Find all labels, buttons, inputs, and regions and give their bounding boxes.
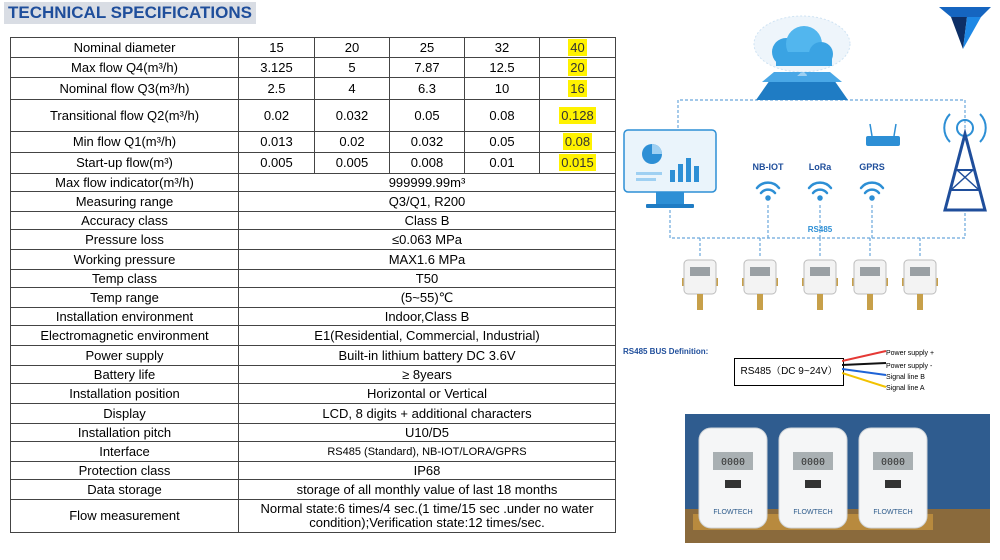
spec-row xyxy=(11,442,616,462)
spec-label: Power supply xyxy=(11,346,239,366)
spec-value: 12.5 xyxy=(465,58,540,78)
spec-value: 7.87 xyxy=(390,58,465,78)
spec-value: 6.3 xyxy=(390,78,465,100)
spec-value: 0.02 xyxy=(315,132,390,153)
highlighted-value: 0.08 xyxy=(564,134,591,149)
meter-reading: 0000 xyxy=(720,457,746,468)
spec-value: MAX1.6 MPa xyxy=(239,250,616,270)
spec-label: Battery life xyxy=(11,366,239,384)
water-meter-icon xyxy=(852,260,888,310)
spec-value xyxy=(540,58,616,78)
spec-label: Electromagnetic environment xyxy=(11,326,239,346)
monitor-icon xyxy=(624,130,716,208)
water-meter-icon xyxy=(802,260,838,310)
spec-value xyxy=(540,132,616,153)
spec-value: 0.008 xyxy=(390,153,465,174)
spec-row xyxy=(11,230,616,250)
spec-value: 0.05 xyxy=(390,100,465,132)
spec-value: U10/D5 xyxy=(239,424,616,442)
iot-network-diagram xyxy=(620,10,990,320)
photo-water-meter xyxy=(853,428,933,530)
spec-value: 3.125 xyxy=(239,58,315,78)
highlighted-value: 0.015 xyxy=(561,155,594,170)
svg-text:☁: ☁ xyxy=(796,67,808,79)
spec-value: 0.005 xyxy=(315,153,390,174)
spec-value: 15 xyxy=(239,38,315,58)
spec-row xyxy=(11,153,616,174)
spec-value: 0.032 xyxy=(315,100,390,132)
spec-value: 25 xyxy=(390,38,465,58)
spec-row xyxy=(11,384,616,404)
spec-label: Accuracy class xyxy=(11,212,239,230)
spec-value: Normal state:6 times/4 sec.(1 time/15 sec .under no water condition);Verification state:12 times/sec. xyxy=(239,500,616,533)
meter-reading: 0000 xyxy=(800,457,826,468)
photo-water-meter xyxy=(773,428,853,530)
meter-reading: 0000 xyxy=(880,457,906,468)
spec-value: RS485 (Standard), NB-IOT/LORA/GPRS xyxy=(239,442,616,462)
spec-value: 32 xyxy=(465,38,540,58)
highlighted-value: 20 xyxy=(570,59,585,75)
bus-definition-title: RS485 BUS Definition: xyxy=(623,347,709,356)
spec-row xyxy=(11,424,616,442)
spec-row xyxy=(11,462,616,480)
spec-row xyxy=(11,192,616,212)
spec-value: 4 xyxy=(315,78,390,100)
bus-line-label: Power supply + xyxy=(886,350,935,357)
spec-label: Pressure loss xyxy=(11,230,239,250)
spec-label: Transitional flow Q2(m³/h) xyxy=(11,100,239,132)
spec-value: 5 xyxy=(315,58,390,78)
product-photo xyxy=(685,414,990,543)
meter-brand: FLOWTECH xyxy=(873,509,913,516)
spec-row xyxy=(11,78,616,100)
spec-label: Min flow Q1(m³/h) xyxy=(11,132,239,153)
spec-row xyxy=(11,58,616,78)
spec-label: Installation environment xyxy=(11,308,239,326)
spec-label: Start-up flow(m³) xyxy=(11,153,239,174)
spec-value: 0.032 xyxy=(390,132,465,153)
bus-line-label: Signal line A xyxy=(886,385,925,392)
spec-value: (5~55)℃ xyxy=(239,288,616,308)
spec-value: Q3/Q1, R200 xyxy=(239,192,616,212)
wire-power-plus xyxy=(842,351,886,361)
wifi-signal-icon-gprs xyxy=(861,183,883,200)
spec-row xyxy=(11,132,616,153)
spec-value: 0.005 xyxy=(239,153,315,174)
water-meter-icon xyxy=(902,260,938,310)
spec-value: 0.08 xyxy=(465,100,540,132)
spec-value: ≤0.063 MPa xyxy=(239,230,616,250)
bus-wires xyxy=(842,346,890,398)
spec-table xyxy=(10,37,616,533)
spec-value: Horizontal or Vertical xyxy=(239,384,616,404)
spec-label: Max flow indicator(m³/h) xyxy=(11,174,239,192)
spec-label: Temp range xyxy=(11,288,239,308)
spec-row xyxy=(11,480,616,500)
spec-value: Class B xyxy=(239,212,616,230)
spec-label: Protection class xyxy=(11,462,239,480)
spec-value: 999999.99m³ xyxy=(239,174,616,192)
spec-label: Nominal flow Q3(m³/h) xyxy=(11,78,239,100)
spec-row xyxy=(11,346,616,366)
spec-value: 0.013 xyxy=(239,132,315,153)
spec-value: Built-in lithium battery DC 3.6V xyxy=(239,346,616,366)
spec-row xyxy=(11,250,616,270)
meter-brand: FLOWTECH xyxy=(793,509,833,516)
rs485-label: RS485 xyxy=(807,225,833,234)
highlighted-value: 16 xyxy=(570,80,585,96)
highlighted-value: 40 xyxy=(570,39,585,55)
spec-value xyxy=(540,38,616,58)
spec-value: 0.01 xyxy=(465,153,540,174)
spec-row xyxy=(11,308,616,326)
lora-label: LoRa xyxy=(808,162,832,172)
meter-brand: FLOWTECH xyxy=(713,509,753,516)
spec-label: Flow measurement xyxy=(11,500,239,533)
spec-label: Installation pitch xyxy=(11,424,239,442)
spec-value xyxy=(540,78,616,100)
spec-row xyxy=(11,212,616,230)
spec-value: 10 xyxy=(465,78,540,100)
nbiot-label: NB-IOT xyxy=(752,162,784,172)
spec-row xyxy=(11,326,616,346)
spec-row xyxy=(11,288,616,308)
spec-label: Working pressure xyxy=(11,250,239,270)
gprs-label: GPRS xyxy=(859,162,885,172)
spec-label: Temp class xyxy=(11,270,239,288)
water-meter-icon xyxy=(742,260,778,310)
spec-row xyxy=(11,404,616,424)
wifi-signal-icon-lora xyxy=(809,183,831,200)
spec-value: 0.05 xyxy=(465,132,540,153)
router-icon xyxy=(866,124,900,146)
page-heading: TECHNICAL SPECIFICATIONS xyxy=(4,2,256,24)
spec-row xyxy=(11,366,616,384)
spec-value xyxy=(540,153,616,174)
spec-value: LCD, 8 digits + additional characters xyxy=(239,404,616,424)
spec-row xyxy=(11,270,616,288)
wifi-signal-icon-nbiot xyxy=(757,183,779,200)
spec-value: 20 xyxy=(315,38,390,58)
spec-label: Interface xyxy=(11,442,239,462)
spec-value: 2.5 xyxy=(239,78,315,100)
photo-water-meter xyxy=(693,428,773,530)
spec-value: storage of all monthly value of last 18 months xyxy=(239,480,616,500)
bus-line-label: Power supply - xyxy=(886,363,933,370)
spec-value: 0.02 xyxy=(239,100,315,132)
spec-value: Indoor,Class B xyxy=(239,308,616,326)
wire-power-minus xyxy=(842,363,886,365)
water-meter-icon xyxy=(682,260,718,310)
spec-value: E1(Residential, Commercial, Industrial) xyxy=(239,326,616,346)
spec-label: Max flow Q4(m³/h) xyxy=(11,58,239,78)
cell-tower-icon xyxy=(944,114,985,210)
spec-label: Nominal diameter xyxy=(11,38,239,58)
spec-label: Data storage xyxy=(11,480,239,500)
spec-row xyxy=(11,500,616,533)
spec-row xyxy=(11,174,616,192)
spec-label: Installation position xyxy=(11,384,239,404)
spec-row xyxy=(11,100,616,132)
spec-label: Measuring range xyxy=(11,192,239,212)
bus-line-label: Signal line B xyxy=(886,374,925,381)
spec-value: ≥ 8years xyxy=(239,366,616,384)
spec-value xyxy=(540,100,616,132)
spec-value: IP68 xyxy=(239,462,616,480)
spec-value: T50 xyxy=(239,270,616,288)
spec-label: Display xyxy=(11,404,239,424)
water-meters-row xyxy=(682,260,938,310)
spec-row xyxy=(11,38,616,58)
highlighted-value: 0.128 xyxy=(561,107,594,123)
bus-voltage-box: RS485（DC 9~24V） xyxy=(734,358,844,386)
cloud-server-icon xyxy=(754,16,850,100)
